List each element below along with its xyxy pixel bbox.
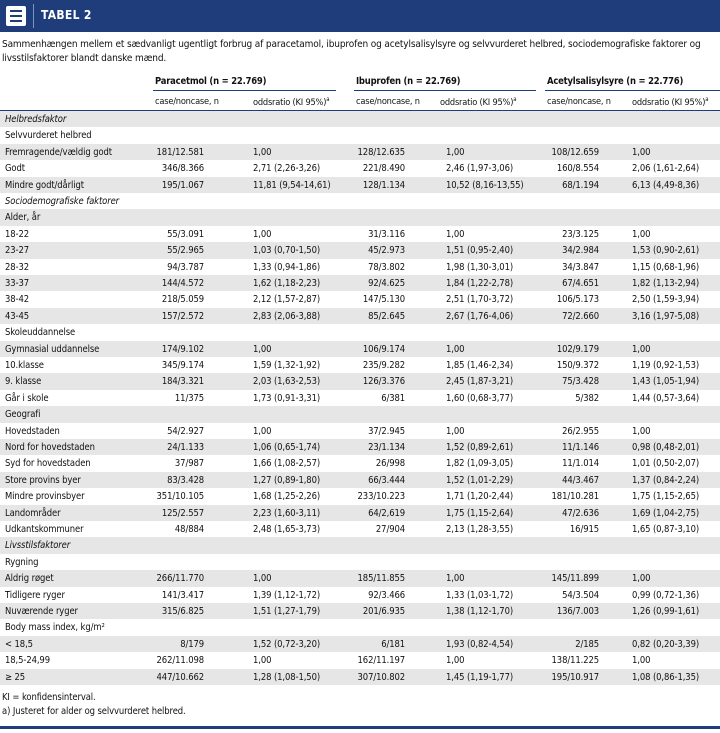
cell-oddsratio: 1,71 (1,20-2,44): [446, 491, 514, 503]
cell-case-noncase: 346/8.366: [161, 163, 204, 175]
cell-case-noncase: 72/2.660: [562, 310, 599, 322]
cell-oddsratio: 2,71 (2,26-3,26): [253, 163, 321, 175]
cell-oddsratio: 1,73 (0,91-3,31): [253, 392, 321, 404]
cell-case-noncase: 6/381: [381, 392, 405, 404]
cell-oddsratio: 2,03 (1,63-2,53): [253, 376, 321, 388]
cell-oddsratio: 2,83 (2,06-3,88): [253, 310, 321, 322]
row-label: Syd for hovedstaden: [5, 458, 91, 470]
cell-case-noncase: 78/3.802: [368, 261, 405, 273]
cell-oddsratio: 1,00: [253, 573, 272, 585]
table-row: [0, 603, 720, 619]
row-label: Godt: [5, 163, 25, 175]
cell-oddsratio: 3,16 (1,97-5,08): [632, 310, 700, 322]
cell-case-noncase: 128/12.635: [357, 146, 405, 158]
category-row: [0, 554, 720, 570]
table-row: [0, 291, 720, 307]
cell-oddsratio: 2,67 (1,76-4,06): [446, 310, 514, 322]
cell-oddsratio: 1,00: [253, 425, 272, 437]
cell-case-noncase: 108/12.659: [551, 146, 599, 158]
subheader-oddsratio: oddsratio (KI 95%)$^a$: [440, 96, 517, 109]
cell-oddsratio: 1,00: [446, 228, 465, 240]
table-row: [0, 177, 720, 193]
cell-oddsratio: 1,03 (0,70-1,50): [253, 245, 321, 257]
row-label: Mindre godt/dårligt: [5, 179, 84, 191]
cell-oddsratio: 1,68 (1,25-2,26): [253, 491, 321, 503]
table-caption: Sammenhængen mellem et sædvanligt ugentligt forbrug af paracetamol, ibuprofen og acetylsalisylsyre og selvvurderet helbred, sociodemografiske faktorer og livsstilsfaktorer blandt danske mænd.: [2, 39, 701, 64]
cell-case-noncase: 6/181: [381, 638, 405, 650]
row-label: Tidligere ryger: [5, 589, 65, 601]
row-label: Store provins byer: [5, 474, 81, 486]
cell-case-noncase: 47/2.636: [562, 507, 599, 519]
cell-case-noncase: 266/11.770: [156, 573, 204, 585]
row-label: Går i skole: [5, 392, 49, 404]
cell-oddsratio: 1,38 (1,12-1,70): [446, 606, 514, 617]
category-row: [0, 406, 720, 422]
cell-oddsratio: 1,37 (0,84-2,24): [632, 474, 700, 486]
cell-oddsratio: 1,00: [446, 655, 465, 667]
cell-oddsratio: 1,33 (0,94-1,86): [253, 261, 321, 273]
cell-case-noncase: 8/179: [180, 638, 204, 650]
cell-case-noncase: 157/2.572: [161, 310, 204, 322]
table-row: [0, 242, 720, 258]
row-label: 18,5-24,99: [5, 655, 50, 667]
cell-case-noncase: 37/987: [174, 458, 204, 470]
category-row: [0, 127, 720, 143]
section-row: [0, 537, 720, 553]
cell-case-noncase: 160/8.554: [556, 163, 599, 175]
group-underline: [545, 90, 720, 91]
cell-oddsratio: 1,59 (1,32-1,92): [253, 360, 321, 371]
cell-oddsratio: 1,08 (0,86-1,35): [632, 671, 700, 683]
cell-case-noncase: 5/382: [575, 392, 599, 404]
cell-case-noncase: 195/1.067: [161, 179, 204, 191]
section-row: [0, 111, 720, 127]
cell-oddsratio: 10,52 (8,16-13,55): [446, 179, 524, 191]
table-row: [0, 439, 720, 455]
cell-case-noncase: 185/11.855: [357, 573, 405, 585]
cell-oddsratio: 1,82 (1,13-2,94): [632, 278, 700, 289]
row-label: Nord for hovedstaden: [5, 442, 95, 453]
footnote-ki: KI = konfidensinterval.: [2, 692, 96, 703]
row-label: Udkantskommuner: [5, 524, 84, 535]
cell-oddsratio: 0,99 (0,72-1,36): [632, 589, 700, 601]
cell-case-noncase: 26/2.955: [562, 425, 599, 437]
cell-case-noncase: 181/12.581: [156, 146, 204, 158]
cell-oddsratio: 1,84 (1,22-2,78): [446, 278, 514, 289]
cell-oddsratio: 1,45 (1,19-1,77): [446, 671, 514, 683]
row-label: Helbredsfaktor: [5, 114, 67, 125]
cell-oddsratio: 11,81 (9,54-14,61): [253, 179, 331, 191]
cell-case-noncase: 2/185: [575, 638, 599, 650]
cell-oddsratio: 2,48 (1,65-3,73): [253, 524, 321, 535]
cell-oddsratio: 2,06 (1,61-2,64): [632, 163, 700, 175]
cell-case-noncase: 11/375: [174, 392, 204, 404]
cell-case-noncase: 34/2.984: [562, 245, 599, 257]
row-label: Mindre provinsbyer: [5, 491, 85, 503]
table-row: [0, 160, 720, 176]
cell-case-noncase: 16/915: [569, 524, 599, 535]
cell-case-noncase: 102/9.179: [556, 343, 599, 355]
cell-oddsratio: 0,98 (0,48-2,01): [632, 442, 700, 453]
cell-oddsratio: 1,60 (0,68-3,77): [446, 392, 514, 404]
cell-case-noncase: 307/10.802: [357, 671, 405, 683]
subheader-oddsratio: oddsratio (KI 95%)$^a$: [632, 96, 709, 109]
section-row: [0, 193, 720, 209]
row-label: Gymnasial uddannelse: [5, 343, 100, 355]
cell-oddsratio: 2,50 (1,59-3,94): [632, 294, 700, 306]
cell-oddsratio: 1,98 (1,30-3,01): [446, 261, 514, 273]
cell-oddsratio: 1,00: [632, 655, 651, 667]
row-label: 23-27: [5, 245, 30, 257]
cell-case-noncase: 126/3.376: [362, 376, 405, 388]
cell-oddsratio: 0,82 (0,20-3,39): [632, 638, 700, 650]
cell-oddsratio: 1,33 (1,03-1,72): [446, 589, 514, 601]
header-divider: [33, 4, 34, 28]
cell-case-noncase: 141/3.417: [161, 589, 204, 601]
cell-case-noncase: 147/5.130: [362, 294, 405, 306]
cell-case-noncase: 351/10.105: [156, 491, 204, 503]
cell-oddsratio: 1,00: [446, 425, 465, 437]
cell-case-noncase: 181/10.281: [551, 491, 599, 503]
cell-case-noncase: 37/2.945: [368, 425, 405, 437]
table-row: [0, 423, 720, 439]
cell-oddsratio: 1,43 (1,05-1,94): [632, 376, 700, 388]
cell-case-noncase: 34/3.847: [562, 261, 599, 273]
row-label: Body mass index, kg/m²: [5, 622, 105, 634]
table-icon: [6, 6, 26, 26]
cell-oddsratio: 1,00: [446, 146, 465, 158]
cell-case-noncase: 75/3.428: [562, 376, 599, 388]
subheader-case-noncase: case/noncase, n: [547, 96, 611, 107]
cell-case-noncase: 138/11.225: [551, 655, 599, 667]
cell-case-noncase: 68/1.194: [562, 179, 599, 191]
cell-oddsratio: 1,75 (1,15-2,65): [632, 491, 700, 503]
cell-oddsratio: 1,00: [446, 573, 465, 585]
cell-case-noncase: 26/998: [375, 458, 405, 470]
cell-oddsratio: 1,00: [632, 146, 651, 158]
cell-oddsratio: 1,85 (1,46-2,34): [446, 360, 514, 371]
cell-oddsratio: 1,69 (1,04-2,75): [632, 507, 700, 519]
cell-oddsratio: 1,51 (1,27-1,79): [253, 606, 321, 617]
cell-case-noncase: 85/2.645: [368, 310, 405, 322]
footnote-a: a) Justeret for alder og selvvurderet helbred.: [2, 706, 186, 717]
cell-oddsratio: 1,52 (0,72-3,20): [253, 638, 321, 650]
table-row: [0, 455, 720, 471]
cell-oddsratio: 1,52 (1,01-2,29): [446, 474, 514, 486]
row-label: Hovedstaden: [5, 425, 60, 437]
cell-oddsratio: 1,00: [253, 146, 272, 158]
row-label: 33-37: [5, 278, 30, 289]
cell-oddsratio: 1,93 (0,82-4,54): [446, 638, 514, 650]
table-row: [0, 636, 720, 652]
cell-oddsratio: 1,15 (0,68-1,96): [632, 261, 700, 273]
cell-case-noncase: 345/9.174: [161, 360, 204, 371]
cell-case-noncase: 235/9.282: [362, 360, 405, 371]
table-row: [0, 373, 720, 389]
table-row: [0, 275, 720, 291]
row-label: Fremragende/vældig godt: [5, 146, 112, 158]
group-header-ibuprofen: Ibuprofen (n = 22.769): [356, 76, 461, 87]
cell-oddsratio: 1,53 (0,90-2,61): [632, 245, 700, 257]
cell-oddsratio: 1,51 (0,95-2,40): [446, 245, 514, 257]
cell-oddsratio: 1,75 (1,15-2,64): [446, 507, 514, 519]
table-row: [0, 390, 720, 406]
cell-oddsratio: 2,46 (1,97-3,06): [446, 163, 514, 175]
cell-oddsratio: 1,39 (1,12-1,72): [253, 589, 321, 601]
row-label: Sociodemografiske faktorer: [5, 196, 120, 207]
table-row: [0, 341, 720, 357]
cell-case-noncase: 184/3.321: [161, 376, 204, 388]
cell-oddsratio: 2,13 (1,28-3,55): [446, 524, 514, 535]
cell-oddsratio: 1,00: [632, 228, 651, 240]
cell-oddsratio: 1,27 (0,89-1,80): [253, 474, 321, 486]
cell-oddsratio: 1,65 (0,87-3,10): [632, 524, 700, 535]
row-label: Alder, år: [5, 212, 41, 224]
group-underline: [354, 90, 536, 91]
cell-case-noncase: 262/11.098: [156, 655, 204, 667]
subheader-case-noncase: case/noncase, n: [356, 96, 420, 107]
cell-case-noncase: 55/2.965: [167, 245, 204, 257]
subheader-case-noncase: case/noncase, n: [155, 96, 219, 107]
table-row: [0, 521, 720, 537]
table-row: [0, 226, 720, 242]
cell-case-noncase: 23/1.134: [368, 442, 405, 453]
cell-case-noncase: 447/10.662: [156, 671, 204, 683]
cell-case-noncase: 64/2,619: [368, 507, 405, 519]
cell-oddsratio: 1,19 (0,92-1,53): [632, 360, 700, 371]
cell-case-noncase: 174/9.102: [161, 343, 204, 355]
table-row: [0, 587, 720, 603]
cell-case-noncase: 24/1.133: [167, 442, 204, 453]
row-label: Selvvurderet helbred: [5, 130, 92, 142]
row-label: 43-45: [5, 310, 30, 322]
cell-oddsratio: 2,51 (1,70-3,72): [446, 294, 514, 306]
category-row: [0, 619, 720, 635]
cell-oddsratio: 1,00: [446, 343, 465, 355]
table-header-bar: [0, 0, 720, 32]
cell-oddsratio: 1,28 (1,08-1,50): [253, 671, 321, 683]
cell-case-noncase: 23/3.125: [562, 228, 599, 240]
row-label: Aldrig røget: [5, 573, 54, 585]
cell-oddsratio: 1,62 (1,18-2,23): [253, 278, 321, 289]
cell-case-noncase: 83/3.428: [167, 474, 204, 486]
table-row: [0, 652, 720, 668]
cell-case-noncase: 144/4.572: [161, 278, 204, 289]
table-row: [0, 144, 720, 160]
cell-oddsratio: 1,00: [253, 655, 272, 667]
row-label: Livsstilsfaktorer: [5, 540, 71, 552]
group-header-paracetamol: Paracetmol (n = 22.769): [155, 76, 267, 87]
cell-oddsratio: 1,00: [632, 573, 651, 585]
cell-case-noncase: 201/6.935: [362, 606, 405, 617]
cell-case-noncase: 55/3.091: [167, 228, 204, 240]
table-row: [0, 472, 720, 488]
cell-case-noncase: 233/10.223: [357, 491, 405, 503]
cell-oddsratio: 1,00: [253, 228, 272, 240]
row-label: 9. klasse: [5, 376, 42, 388]
row-label: 38-42: [5, 294, 30, 306]
cell-case-noncase: 66/3.444: [368, 474, 405, 486]
cell-oddsratio: 1,66 (1,08-2,57): [253, 458, 321, 470]
table-row: [0, 669, 720, 685]
cell-oddsratio: 1,00: [253, 343, 272, 355]
cell-case-noncase: 45/2.973: [368, 245, 405, 257]
cell-oddsratio: 1,26 (0,99-1,61): [632, 606, 700, 617]
row-label: Geografi: [5, 409, 41, 421]
group-underline: [153, 90, 336, 91]
cell-case-noncase: 11/1.014: [562, 458, 599, 470]
row-label: ≥ 25: [5, 671, 26, 683]
cell-oddsratio: 2,12 (1,57-2,87): [253, 294, 321, 306]
cell-case-noncase: 125/2.557: [161, 507, 204, 519]
cell-case-noncase: 94/3.787: [167, 261, 204, 273]
table-row: [0, 357, 720, 373]
bottom-rule: [0, 726, 720, 729]
category-row: [0, 324, 720, 340]
cell-case-noncase: 44/3.467: [562, 474, 599, 486]
row-label: Landområder: [5, 507, 61, 519]
cell-case-noncase: 54/3.504: [562, 589, 599, 601]
cell-oddsratio: 1,00: [632, 343, 651, 355]
table-row: [0, 308, 720, 324]
subheader-oddsratio: oddsratio (KI 95%)$^a$: [253, 96, 330, 109]
row-label: < 18,5: [5, 638, 33, 650]
group-header-acetylsalisylsyre: Acetylsalisylsyre (n = 22.776): [547, 76, 684, 87]
row-label: Rygning: [5, 556, 39, 568]
cell-case-noncase: 54/2.927: [167, 425, 204, 437]
cell-case-noncase: 150/9.372: [556, 360, 599, 371]
cell-oddsratio: 1,00: [632, 425, 651, 437]
row-label: 28-32: [5, 261, 30, 273]
cell-case-noncase: 315/6.825: [161, 606, 204, 617]
table-row: [0, 488, 720, 504]
cell-case-noncase: 145/11.899: [551, 573, 599, 585]
row-label: 18-22: [5, 228, 30, 240]
row-label: Skoleuddannelse: [5, 327, 76, 339]
row-label: 10.klasse: [5, 360, 44, 371]
cell-case-noncase: 31/3.116: [368, 228, 405, 240]
cell-case-noncase: 27/904: [375, 524, 405, 535]
cell-oddsratio: 1,01 (0,50-2,07): [632, 458, 700, 470]
cell-oddsratio: 6,13 (4,49-8,36): [632, 179, 700, 191]
cell-case-noncase: 136/7.003: [556, 606, 599, 617]
cell-case-noncase: 128/1.134: [362, 179, 405, 191]
cell-case-noncase: 92/3.466: [368, 589, 405, 601]
row-label: Nuværende ryger: [5, 606, 78, 617]
cell-oddsratio: 1,06 (0,65-1,74): [253, 442, 321, 453]
cell-case-noncase: 162/11.197: [357, 655, 405, 667]
cell-case-noncase: 92/4.625: [368, 278, 405, 289]
cell-case-noncase: 67/4.651: [562, 278, 599, 289]
cell-case-noncase: 195/10.917: [551, 671, 599, 683]
cell-oddsratio: 1,82 (1,09-3,05): [446, 458, 514, 470]
table-row: [0, 259, 720, 275]
cell-case-noncase: 106/9.174: [362, 343, 405, 355]
cell-case-noncase: 106/5.173: [556, 294, 599, 306]
category-row: [0, 209, 720, 225]
table-row: [0, 570, 720, 586]
cell-oddsratio: 2,45 (1,87-3,21): [446, 376, 514, 388]
cell-case-noncase: 218/5.059: [161, 294, 204, 306]
cell-case-noncase: 48/884: [174, 524, 204, 535]
cell-case-noncase: 11/1.146: [562, 442, 599, 453]
cell-case-noncase: 221/8.490: [362, 163, 405, 175]
table-title: TABEL 2: [41, 8, 92, 22]
cell-oddsratio: 2,23 (1,60-3,11): [253, 507, 321, 519]
cell-oddsratio: 1,52 (0,89-2,61): [446, 442, 514, 453]
table-row: [0, 505, 720, 521]
cell-oddsratio: 1,44 (0,57-3,64): [632, 392, 700, 404]
